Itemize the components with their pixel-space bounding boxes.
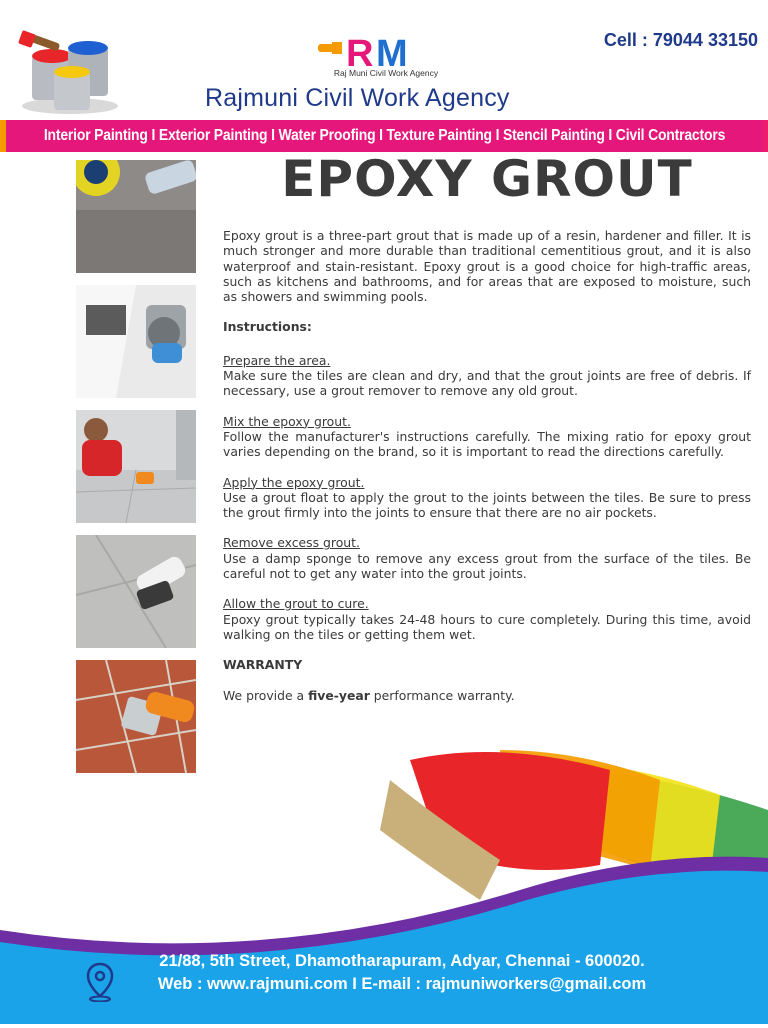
warranty-text [223, 688, 751, 703]
step-text: Use a grout float to apply the grout to the joints between the tiles. Be sure to press the grout firmly into the joints to ensure that there are no air pockets. [223, 490, 751, 521]
services-strip [6, 120, 763, 152]
warranty-prefix: We provide a [223, 688, 308, 703]
footer-contact: Web : www.rajmuni.com I E-mail : rajmuniworkers@gmail.com [18, 975, 768, 994]
page-title: EPOXY GROUT [222, 150, 752, 208]
bar-right-stripes [763, 120, 768, 152]
article-body [223, 228, 751, 703]
svg-text:M: M [376, 33, 408, 75]
footer-wave [0, 850, 768, 1024]
photo-applying-grout [76, 410, 196, 523]
services-text: Interior Painting I Exterior Painting I Water Proofing I Texture Painting I Stencil Painting I Civil Contractors [43, 127, 724, 145]
step-heading: Allow the grout to cure. [223, 596, 751, 611]
photo-mixing-grout [76, 285, 196, 398]
logo-tagline: Raj Muni Civil Work Agency [294, 68, 478, 78]
instructions-heading: Instructions: [223, 319, 751, 334]
photo-grout-tools [76, 160, 196, 273]
step-text: Epoxy grout typically takes 24-48 hours to cure completely. During this time, avoid walking on the tiles or getting them wet. [223, 612, 751, 643]
intro-paragraph: Epoxy grout is a three-part grout that is made up of a resin, hardener and filler. It is much stronger and more durable than traditional cementitious grout, and it is also waterproof and stain-resistant. Epoxy grout is a good choice for high-traffic areas, such as kitchens and bathrooms, and for areas that are exposed to moisture, such as showers and swimming pools. [223, 228, 751, 304]
photo-removing-grout [76, 535, 196, 648]
warranty-suffix: performance warranty. [370, 688, 515, 703]
step-text: Follow the manufacturer's instructions carefully. The mixing ratio for epoxy grout varies depending on the brand, so it is important to read the directions carefully. [223, 429, 751, 460]
agency-name: Rajmuni Civil Work Agency [205, 84, 510, 113]
step-heading: Prepare the area. [223, 353, 751, 368]
warranty-emphasis: five-year [308, 688, 370, 703]
step-heading: Apply the epoxy grout. [223, 475, 751, 490]
svg-text:R: R [346, 33, 373, 75]
step-heading: Mix the epoxy grout. [223, 414, 751, 429]
step-text: Make sure the tiles are clean and dry, and that the grout joints are free of debris. If necessary, use a grout remover to remove any old grout. [223, 368, 751, 399]
step-heading: Remove excess grout. [223, 535, 751, 550]
warranty-heading: WARRANTY [223, 657, 751, 672]
cell-number: Cell : 79044 33150 [604, 30, 758, 51]
step-text: Use a damp sponge to remove any excess grout from the surface of the tiles. Be careful not to get any water into the grout joints. [223, 551, 751, 582]
services-bar [0, 120, 768, 152]
paint-cans-image [18, 26, 122, 118]
footer-address: 21/88, 5th Street, Dhamotharapuram, Adyar, Chennai - 600020. [18, 952, 768, 971]
photo-cleaning-tiles [76, 660, 196, 773]
